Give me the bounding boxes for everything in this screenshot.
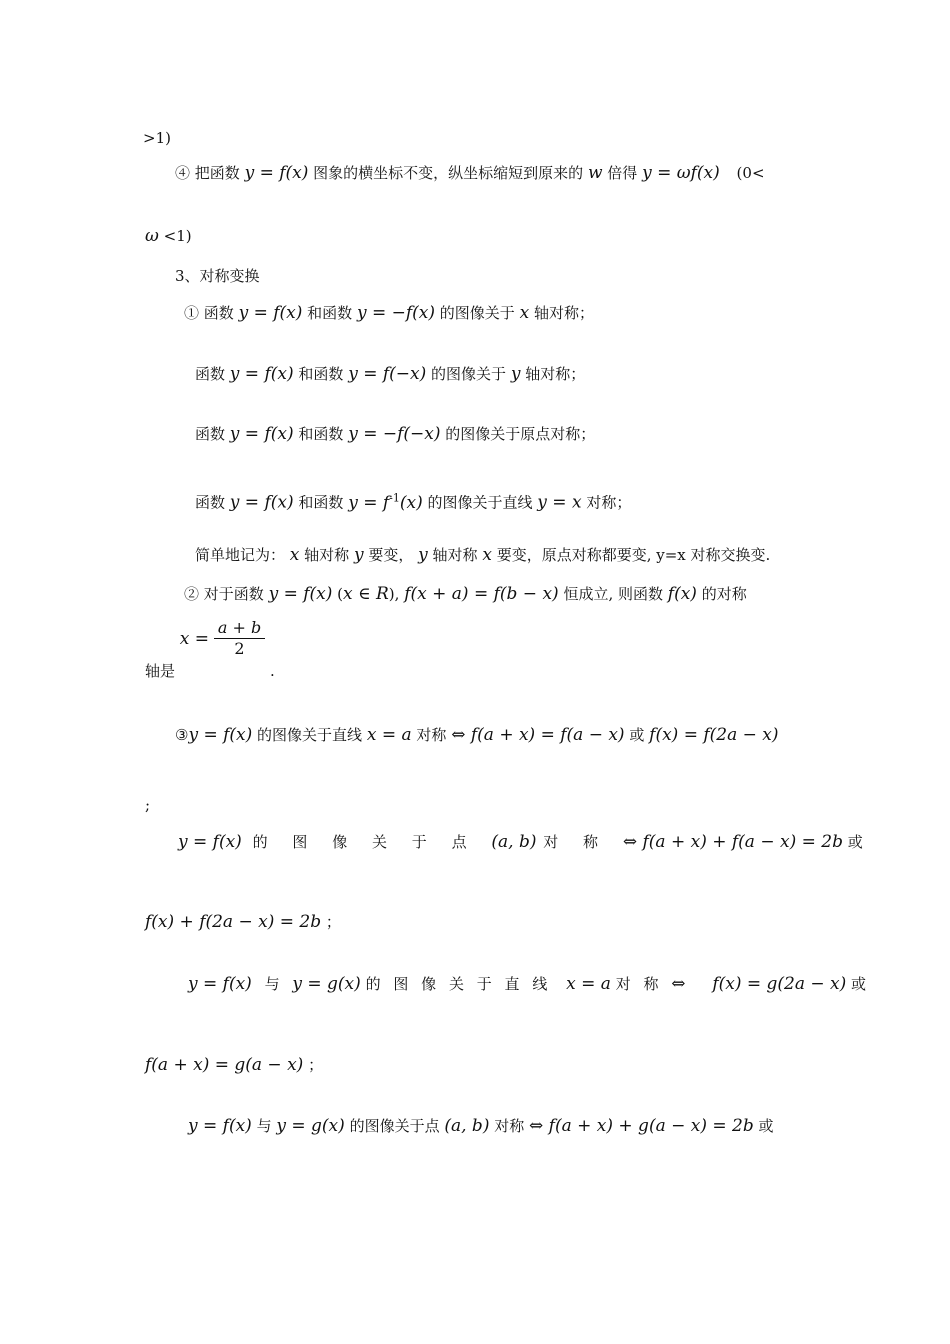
formula: y: [510, 364, 521, 384]
text: .: [269, 662, 275, 680]
text: 轴对称；: [533, 304, 594, 322]
formula: x = a: [366, 725, 412, 745]
text: 或: [851, 975, 867, 993]
text-line: [143, 128, 171, 148]
text: 和函数: [307, 304, 353, 322]
text: 像: [421, 975, 437, 993]
text-line: [145, 618, 275, 681]
text-line: [195, 364, 585, 384]
fraction-numerator: a + b: [214, 618, 265, 639]
text: 图象的横坐标不变，纵坐标缩短到原来的: [313, 164, 584, 182]
formula: y = x: [537, 492, 582, 513]
formula: f(x + a) = f(b − x): [404, 584, 559, 604]
text: 恒成立, 则函数: [563, 585, 663, 603]
text-line: [195, 488, 631, 513]
text: 对称: [494, 1117, 525, 1135]
text: 函数: [195, 425, 226, 443]
formula: f(x): [667, 584, 697, 604]
text: 的对称: [701, 585, 747, 603]
text: 的: [365, 975, 381, 993]
text: 要变，: [368, 546, 414, 564]
formula: ⇔: [671, 974, 686, 994]
text: 的: [252, 833, 268, 851]
formula: f(x) = g(2a − x): [712, 974, 847, 994]
formula: ω: [145, 226, 159, 246]
text-line: [145, 912, 341, 932]
formula: ⇔ f(a + x) = f(a − x): [451, 725, 625, 745]
formula: f(x) = f(2a − x): [649, 725, 779, 745]
text-line: [145, 226, 192, 246]
formula: w: [587, 163, 603, 183]
text: 轴对称: [432, 546, 478, 564]
text: 直: [504, 975, 520, 993]
text-line: [195, 424, 595, 444]
text: 与: [264, 975, 280, 993]
text: 要变，原点对称都要变, y=x 对称交换变.: [496, 546, 771, 564]
text: ② 对于函数: [184, 585, 264, 603]
text: 的图像关于点: [349, 1117, 440, 1135]
text: ),: [388, 585, 400, 603]
text: 和函数: [298, 425, 344, 443]
text-line: [178, 832, 863, 852]
text: 或: [629, 726, 645, 744]
text-line: [145, 1055, 323, 1075]
text: ① 函数: [184, 304, 234, 322]
text: 点: [451, 833, 467, 851]
superscript: -1: [389, 491, 400, 504]
formula: y = g(x): [276, 1116, 345, 1136]
text: 于: [476, 975, 492, 993]
formula: y = f(x): [229, 492, 294, 513]
text: 称: [583, 833, 599, 851]
text: 对称: [416, 726, 447, 744]
formula: y = f(x): [178, 832, 242, 852]
formula: (a, b): [444, 1116, 490, 1136]
formula: y = ωf(x): [642, 163, 720, 183]
text: 的图像关于: [439, 304, 515, 322]
text: 的图像关于: [431, 365, 507, 383]
text: 函数: [195, 493, 226, 512]
text: 的图像关于直线: [257, 726, 363, 744]
text: 倍得: [607, 164, 638, 182]
formula: f(a + x) = g(a − x): [145, 1055, 304, 1075]
formula: x ∈ R: [343, 584, 389, 604]
text: 图: [292, 833, 308, 851]
formula: ⇔ f(a + x) + g(a − x) = 2b: [529, 1116, 754, 1136]
text: <1): [163, 227, 192, 245]
formula: f(x) + f(2a − x) = 2b: [145, 912, 322, 932]
formula: (a, b): [491, 832, 537, 852]
formula: y = f(x): [229, 424, 294, 444]
text-line: [188, 1116, 774, 1136]
formula: ⇔ f(a + x) + f(a − x) = 2b: [622, 832, 843, 852]
text: 像: [332, 833, 348, 851]
text: ；: [325, 913, 341, 931]
formula: y = f(x): [188, 725, 253, 745]
text: ④ 把函数: [175, 164, 240, 182]
text: (0<: [736, 164, 765, 182]
text: 与: [256, 1117, 272, 1135]
text: 于: [411, 833, 427, 851]
text-line: [175, 163, 765, 183]
section-heading: [175, 266, 260, 286]
text: 称: [643, 975, 659, 993]
formula: y = g(x): [292, 974, 361, 994]
formula: y = −f(x): [356, 303, 435, 323]
text-line: [184, 584, 747, 604]
text: 的图像关于原点对称；: [445, 425, 596, 443]
text: 的图像关于直线: [427, 493, 533, 512]
text: 对: [615, 975, 631, 993]
text: ；: [308, 1056, 324, 1074]
text: 3、对称变换: [175, 267, 260, 285]
text-line: [175, 725, 779, 745]
fraction: [214, 618, 265, 659]
formula: y = −f(−x): [348, 424, 441, 444]
formula: [348, 493, 423, 513]
text: 和函数: [298, 493, 344, 512]
text-line: [184, 303, 594, 323]
text-line: [145, 795, 150, 815]
formula: y = f(−x): [348, 364, 427, 384]
formula-part: y = f: [348, 492, 390, 513]
formula: y = f(x): [188, 1116, 252, 1136]
formula: y = f(x): [268, 584, 333, 604]
formula: x: [289, 545, 300, 565]
text: ③: [175, 726, 189, 744]
formula: y = f(x): [188, 974, 252, 994]
text: 对称；: [586, 493, 632, 512]
text: 线: [532, 975, 548, 993]
text: 轴是: [145, 662, 176, 680]
text: 函数: [195, 365, 226, 383]
formula: x =: [179, 628, 210, 649]
text: 轴对称；: [525, 365, 586, 383]
text: 简单地记为：: [195, 546, 286, 564]
text: 关: [371, 833, 387, 851]
text: (: [337, 585, 344, 603]
formula-part: (x): [399, 492, 423, 513]
formula: y: [418, 545, 428, 565]
text: 关: [448, 975, 464, 993]
formula: y = f(x): [244, 163, 309, 183]
text: 或: [847, 833, 863, 851]
text: ;: [145, 796, 151, 814]
text-line: [188, 974, 866, 994]
text: 和函数: [298, 365, 344, 383]
text: 图: [393, 975, 409, 993]
fraction-denominator: 2: [234, 639, 245, 658]
text: 轴对称: [304, 546, 350, 564]
formula: y = f(x): [238, 303, 303, 323]
text: >1): [143, 129, 171, 147]
formula: x = a: [566, 974, 611, 994]
formula: y = f(x): [229, 364, 294, 384]
text: 或: [758, 1117, 774, 1135]
formula: y: [353, 545, 364, 565]
formula: x: [519, 303, 530, 323]
formula: x: [482, 545, 492, 565]
text-line: [195, 545, 770, 565]
text: 对: [543, 833, 559, 851]
